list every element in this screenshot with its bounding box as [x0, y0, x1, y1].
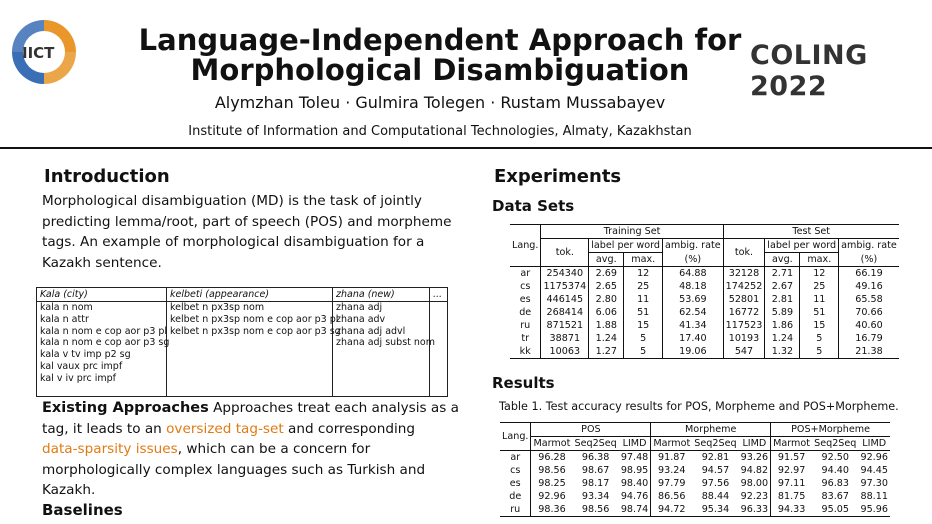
table-cell: 12 [800, 267, 839, 281]
oversized-tagset-link[interactable]: oversized tag-set [166, 420, 284, 437]
existing-text: and corresponding [283, 420, 416, 437]
poster-title [100, 25, 780, 85]
col-header: Morpheme [651, 423, 771, 437]
table-cell: 2.71 [765, 267, 800, 281]
table-cell: 62.54 [663, 306, 724, 319]
table-cell: 49.16 [855, 281, 883, 292]
example-cell: kala n attr [40, 313, 89, 325]
table-cell: 1.32 [765, 345, 800, 359]
table-cell: 98.40 [619, 477, 651, 490]
example-header: ... [430, 288, 447, 302]
table-cell: 98.56 [538, 465, 566, 476]
col-header: LIMD [862, 438, 887, 449]
table-cell: 92.96 [538, 491, 566, 502]
table-cell: 2.65 [589, 280, 624, 293]
table-cell: 53.69 [663, 293, 724, 306]
table-cell: 96.83 [821, 478, 849, 489]
intro-line-2: predicting lemma/root, part of speech (POS) and morpheme [42, 213, 452, 230]
table-cell: 91.57 [777, 452, 806, 463]
datasets-table [510, 224, 899, 359]
table-cell: 51 [624, 306, 663, 319]
table-cell: 38871 [541, 332, 589, 345]
table-cell: 97.79 [658, 478, 686, 489]
example-cell: kala v tv imp p2 sg [40, 349, 131, 361]
table-cell: 92.23 [739, 490, 771, 503]
table-cell: 95.96 [860, 504, 888, 515]
col-header: Lang. [500, 423, 531, 451]
table-cell: 871521 [541, 319, 589, 332]
example-cell: zhana adj [336, 302, 383, 313]
row-label: ru [500, 503, 531, 517]
existing-line-5: Kazakh. [42, 482, 96, 498]
row-label: kk [510, 345, 541, 359]
header-divider [0, 147, 932, 149]
data-sparsity-link[interactable]: data-sparsity issues [42, 441, 178, 457]
table-cell: 40.60 [855, 320, 883, 331]
table-cell: 446145 [541, 293, 589, 306]
existing-text: Approaches treat each analysis as a [208, 400, 459, 416]
existing-approaches [42, 398, 462, 501]
table-cell: 93.24 [658, 465, 686, 476]
table-row [500, 451, 890, 465]
table-cell: 254340 [541, 267, 589, 281]
table-cell: 2.80 [589, 293, 624, 306]
table-cell: 98.25 [538, 478, 566, 489]
col-header: avg. [765, 253, 800, 267]
table-cell: 92.81 [701, 452, 730, 463]
example-col-ellipsis [430, 288, 447, 396]
table-cell: 2.81 [765, 293, 800, 306]
table-cell: 1.27 [589, 345, 624, 359]
coling-logo: COLING 2022 [750, 40, 868, 102]
col-header: LIMD [739, 437, 771, 451]
table-cell: 5 [800, 345, 839, 359]
table-cell: 95.34 [701, 504, 730, 515]
existing-text: tag, it leads to an [42, 420, 167, 437]
table-cell: 88.11 [860, 491, 888, 502]
table-row [510, 319, 899, 332]
table-cell: 1175374 [541, 280, 589, 293]
col-header: tok. [541, 239, 589, 267]
example-cell: zhana adj advl [336, 325, 406, 337]
example-cell: kelbet n px3sp nom [170, 302, 265, 313]
table-row [510, 332, 899, 345]
datasets-heading: Data Sets [492, 197, 575, 215]
row-label: de [510, 306, 541, 319]
col-header: max. [624, 253, 663, 267]
example-header: zhana (new) [333, 288, 429, 302]
table-cell: 94.33 [777, 504, 806, 515]
datasets-body [510, 267, 899, 359]
col-header: tok. [723, 239, 765, 267]
table-cell: 16772 [723, 306, 765, 319]
table-cell: 97.30 [860, 478, 888, 489]
table-cell: 98.56 [581, 504, 610, 515]
table-cell: 64.88 [663, 267, 724, 281]
table-cell: 98.36 [538, 504, 566, 515]
row-label: tr [510, 332, 541, 345]
table-cell: 98.00 [739, 477, 771, 490]
col-header: Seq2Seq [694, 438, 737, 449]
table-cell: 12 [624, 267, 663, 281]
table-cell: 94.40 [821, 465, 849, 476]
example-col-1 [37, 288, 170, 396]
col-header: Marmot [653, 438, 691, 449]
example-cell: kal v iv prc impf [40, 372, 116, 384]
row-label: ru [510, 319, 541, 332]
col-header: POS [531, 423, 651, 437]
existing-line-2 [42, 419, 462, 440]
table-cell: 11 [800, 293, 839, 306]
intro-line-3: tags. An example of morphological disambiguation for a [42, 234, 425, 250]
example-cell: kala n nom e cop aor p3 pl [40, 325, 168, 337]
table-cell: 51 [800, 306, 839, 319]
table-cell: 98.95 [619, 464, 651, 477]
row-label: cs [510, 280, 541, 293]
col-header: Marmot [773, 438, 811, 449]
table-cell: 17.40 [663, 332, 724, 345]
intro-heading: Introduction [44, 166, 170, 187]
table-cell: 5 [800, 332, 839, 345]
intro-paragraph [42, 191, 452, 273]
col-header: (%) [663, 253, 724, 267]
row-label: ar [510, 267, 541, 281]
title-line-1: Language-Independent Approach for [138, 23, 742, 57]
table-row [510, 345, 899, 359]
table-cell: 83.67 [821, 491, 849, 502]
col-header: Training Set [541, 225, 723, 239]
col-header: label per word [765, 239, 839, 253]
table-row [510, 267, 899, 281]
table-cell: 93.34 [581, 491, 610, 502]
table-cell: 94.82 [739, 464, 771, 477]
example-col-3 [333, 288, 435, 396]
table-cell: 25 [624, 280, 663, 293]
table-row [510, 280, 899, 293]
example-cell: kala n nom e cop aor p3 sg [40, 337, 170, 349]
intro-line-1: Morphological disambiguation (MD) is the task of jointly [42, 193, 422, 209]
table-row [500, 477, 890, 490]
example-cell: kelbet n px3sp nom e cop aor p3 sg [170, 325, 341, 337]
table-cell: 15 [800, 319, 839, 332]
table-cell: 92.96 [860, 452, 888, 463]
table-cell: 48.18 [663, 280, 724, 293]
row-label: es [510, 293, 541, 306]
table-cell: 1.24 [765, 332, 800, 345]
col-header: Marmot [533, 438, 571, 449]
table-cell: 97.11 [777, 478, 806, 489]
table-cell: 94.45 [860, 465, 888, 476]
table-cell: 1.86 [765, 319, 800, 332]
table-cell: 65.58 [855, 294, 883, 305]
table-cell: 32128 [723, 267, 765, 281]
col-header: (%) [860, 253, 878, 265]
example-header: Kala (city) [37, 288, 166, 302]
table-cell: 88.44 [701, 491, 730, 502]
example-col-2 [167, 288, 341, 396]
affiliation: Institute of Information and Computational Technologies, Almaty, Kazakhstan [188, 124, 692, 139]
table-row [500, 503, 890, 517]
iict-logo-text: IICT [22, 44, 55, 62]
results-heading: Results [492, 374, 555, 392]
row-label: de [500, 490, 531, 503]
table-row [510, 293, 899, 306]
table-cell: 5 [624, 332, 663, 345]
table-cell: 1.24 [589, 332, 624, 345]
example-cell: zhana adj subst nom [336, 337, 435, 349]
experiments-heading: Experiments [494, 166, 622, 187]
table-cell: 70.66 [855, 307, 883, 318]
col-header: ambig. rate [841, 240, 897, 252]
table-cell: 52801 [723, 293, 765, 306]
table-cell: 97.48 [619, 451, 651, 465]
table-cell: 94.76 [619, 490, 651, 503]
table-cell: 91.87 [658, 452, 686, 463]
table-cell: 95.05 [821, 504, 849, 515]
row-label: ar [500, 451, 531, 465]
table-cell: 174252 [723, 280, 765, 293]
table-cell: 66.19 [855, 268, 883, 279]
table-cell: 547 [723, 345, 765, 359]
col-header: ambig. rate [663, 239, 724, 253]
col-header: max. [800, 253, 839, 267]
table-cell: 92.50 [821, 452, 849, 463]
col-header: Seq2Seq [814, 438, 857, 449]
table-cell: 98.17 [581, 478, 610, 489]
table-cell: 98.74 [619, 503, 651, 517]
col-header: avg. [589, 253, 624, 267]
table-cell: 96.33 [739, 503, 771, 517]
table-cell: 6.06 [589, 306, 624, 319]
results-body [500, 451, 890, 517]
table-cell: 96.38 [581, 452, 610, 463]
table-row [500, 490, 890, 503]
example-cell: kala n nom [40, 302, 93, 313]
col-header: Seq2Seq [574, 438, 617, 449]
table-cell: 5.89 [765, 306, 800, 319]
col-header: Test Set [723, 225, 899, 239]
existing-line-4: morphologically complex languages such as Turkish and [42, 461, 426, 478]
table-cell: 97.56 [701, 478, 730, 489]
col-header: label per word [589, 239, 663, 253]
table-cell: 21.38 [855, 346, 883, 357]
table-cell: 5 [624, 345, 663, 359]
table-cell: 11 [624, 293, 663, 306]
example-cell: kal vaux prc impf [40, 360, 123, 372]
table-cell: 19.06 [663, 345, 724, 359]
title-line-2: Morphological Disambiguation [190, 53, 690, 87]
table-cell: 94.72 [658, 504, 686, 515]
table-cell: 86.56 [658, 491, 686, 502]
table-cell: 1.88 [589, 319, 624, 332]
authors: Alymzhan Toleu · Gulmira Tolegen · Rustam Mussabayev [214, 93, 666, 112]
table-cell: 117523 [723, 319, 765, 332]
col-header: LIMD [619, 437, 651, 451]
col-header: Lang. [510, 225, 541, 267]
existing-text: , which can be a concern for [177, 441, 371, 457]
table-row [510, 306, 899, 319]
example-table [36, 287, 448, 397]
table-cell: 92.97 [777, 465, 806, 476]
row-label: cs [500, 464, 531, 477]
table-cell: 94.57 [701, 465, 730, 476]
table-cell: 93.26 [739, 451, 771, 465]
col-header: POS+Morpheme [771, 423, 890, 437]
table-cell: 268414 [541, 306, 589, 319]
table-cell: 81.75 [777, 491, 806, 502]
table-cell: 10193 [723, 332, 765, 345]
table-cell: 41.34 [663, 319, 724, 332]
results-caption: Table 1. Test accuracy results for POS, Morpheme and POS+Morpheme. [499, 400, 899, 413]
existing-heading: Existing Approaches [42, 400, 209, 416]
intro-line-4: Kazakh sentence. [42, 254, 162, 271]
table-cell: 2.67 [765, 280, 800, 293]
existing-line-1 [42, 398, 462, 419]
table-row [500, 464, 890, 477]
table-cell: 96.28 [538, 452, 566, 463]
table-cell: 10063 [541, 345, 589, 359]
baselines-heading: Baselines [42, 501, 123, 519]
example-cell: zhana adv [336, 313, 386, 325]
row-label: es [500, 477, 531, 490]
table-cell: 2.69 [589, 267, 624, 281]
existing-line-3 [42, 439, 462, 460]
table-cell: 15 [624, 319, 663, 332]
table-cell: 16.79 [855, 333, 883, 344]
example-header: kelbeti (appearance) [167, 288, 332, 302]
example-cell: kelbet n px3sp nom e cop aor p3 pl [170, 313, 339, 325]
table-cell: 25 [800, 280, 839, 293]
results-table [500, 422, 890, 517]
table-cell: 98.67 [581, 465, 610, 476]
